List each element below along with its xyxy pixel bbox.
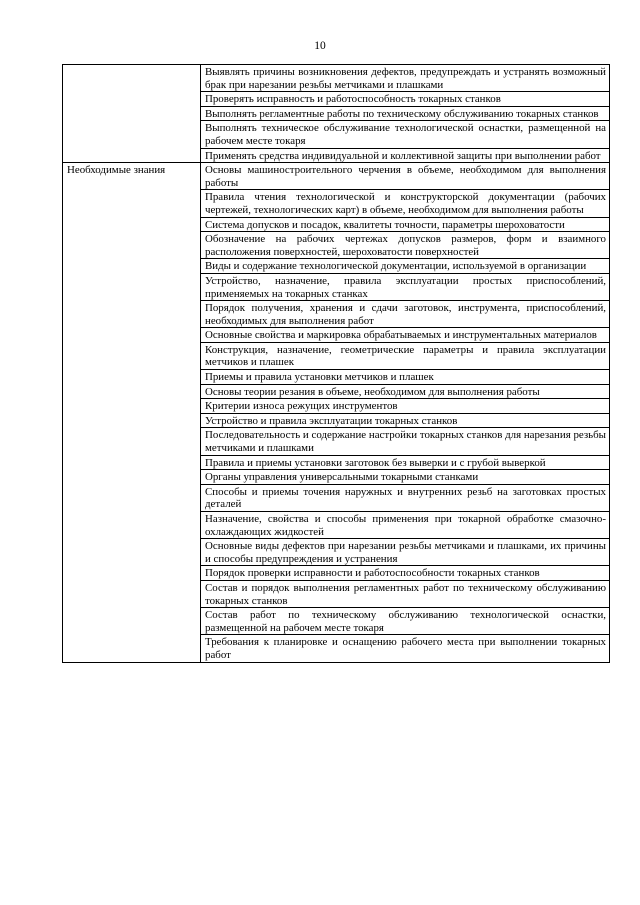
row-text: Приемы и правила установки метчиков и плашек <box>201 370 610 385</box>
row-label <box>63 580 201 607</box>
table-row <box>63 428 610 455</box>
row-label <box>63 232 201 259</box>
row-label <box>63 92 201 107</box>
table-row <box>63 484 610 511</box>
table-row <box>63 413 610 428</box>
table-row <box>63 163 610 190</box>
row-label <box>63 384 201 399</box>
row-text: Требования к планировке и оснащению рабочего места при выполнении токарных работ <box>201 635 610 662</box>
table-row <box>63 512 610 539</box>
row-text: Состав работ по техническому обслуживанию технологической оснастки, размещенной на рабочем месте токаря <box>201 608 610 635</box>
row-label <box>63 106 201 121</box>
row-label <box>63 148 201 163</box>
row-text: Выявлять причины возникновения дефектов, предупреждать и устранять возможный брак при нарезании резьбы метчиками и плашками <box>201 65 610 92</box>
row-text: Конструкция, назначение, геометрические параметры и правила эксплуатации метчиков и плашек <box>201 342 610 369</box>
table-row <box>63 328 610 343</box>
table-row <box>63 399 610 414</box>
table-row <box>63 121 610 148</box>
row-label <box>63 65 201 92</box>
row-label <box>63 370 201 385</box>
row-label <box>63 413 201 428</box>
row-text: Устройство, назначение, правила эксплуатации простых приспособлений, применяемых на токарных станках <box>201 273 610 300</box>
row-text: Проверять исправность и работоспособность токарных станков <box>201 92 610 107</box>
section-label-knowledge: Необходимые знания <box>63 163 201 190</box>
row-text: Выполнять регламентные работы по техническому обслуживанию токарных станков <box>201 106 610 121</box>
row-text: Правила чтения технологической и конструкторской документации (рабочих чертежей, технологических карт) в объеме, необходимом для выполнения работы <box>201 190 610 217</box>
table-row <box>63 580 610 607</box>
row-text: Органы управления универсальными токарными станками <box>201 470 610 485</box>
row-text: Критерии износа режущих инструментов <box>201 399 610 414</box>
row-text: Система допусков и посадок, квалитеты точности, параметры шероховатости <box>201 217 610 232</box>
row-text: Порядок проверки исправности и работоспособности токарных станков <box>201 566 610 581</box>
page-number: 10 <box>314 40 326 52</box>
row-label <box>63 635 201 662</box>
row-text: Основы машиностроительного черчения в объеме, необходимом для выполнения работы <box>201 163 610 190</box>
table-row <box>63 301 610 328</box>
table-row <box>63 273 610 300</box>
row-label <box>63 328 201 343</box>
table-row <box>63 190 610 217</box>
table-row <box>63 92 610 107</box>
row-text: Основные виды дефектов при нарезании резьбы метчиками и плашками, их причины и способы предупреждения и устранения <box>201 539 610 566</box>
table-row <box>63 217 610 232</box>
table-row <box>63 608 610 635</box>
row-text: Основные свойства и маркировка обрабатываемых и инструментальных материалов <box>201 328 610 343</box>
row-text: Выполнять техническое обслуживание технологической оснастки, размещенной на рабочем месте токаря <box>201 121 610 148</box>
table-row <box>63 65 610 92</box>
row-text: Способы и приемы точения наружных и внутренних резьб на заготовках простых деталей <box>201 484 610 511</box>
row-label <box>63 539 201 566</box>
row-label <box>63 259 201 274</box>
table-row <box>63 470 610 485</box>
row-label <box>63 301 201 328</box>
row-label <box>63 455 201 470</box>
row-label <box>63 190 201 217</box>
requirements-table <box>62 64 610 663</box>
row-text: Основы теории резания в объеме, необходимом для выполнения работы <box>201 384 610 399</box>
table-row <box>63 259 610 274</box>
row-text: Применять средства индивидуальной и коллективной защиты при выполнении работ <box>201 148 610 163</box>
table-row <box>63 148 610 163</box>
row-label <box>63 342 201 369</box>
row-text: Назначение, свойства и способы применения при токарной обработке смазочно-охлаждающих жидкостей <box>201 512 610 539</box>
row-label <box>63 273 201 300</box>
row-text: Устройство и правила эксплуатации токарных станков <box>201 413 610 428</box>
table-row <box>63 106 610 121</box>
row-text: Правила и приемы установки заготовок без выверки и с грубой выверкой <box>201 455 610 470</box>
table-row <box>63 635 610 662</box>
row-text: Обозначение на рабочих чертежах допусков размеров, форм и взаимного расположения поверхностей, шероховатости поверхностей <box>201 232 610 259</box>
row-label <box>63 428 201 455</box>
table-row <box>63 232 610 259</box>
row-label <box>63 512 201 539</box>
row-text: Виды и содержание технологической документации, используемой в организации <box>201 259 610 274</box>
table-row <box>63 455 610 470</box>
row-text: Порядок получения, хранения и сдачи заготовок, инструмента, приспособлений, необходимых для выполнения работ <box>201 301 610 328</box>
row-label <box>63 121 201 148</box>
row-label <box>63 566 201 581</box>
row-label <box>63 399 201 414</box>
row-label <box>63 608 201 635</box>
table-row <box>63 342 610 369</box>
row-label <box>63 470 201 485</box>
row-text: Состав и порядок выполнения регламентных работ по техническому обслуживанию токарных станков <box>201 580 610 607</box>
table-row <box>63 539 610 566</box>
table-row <box>63 370 610 385</box>
row-text: Последовательность и содержание настройки токарных станков для нарезания резьбы метчиками и плашками <box>201 428 610 455</box>
row-label <box>63 484 201 511</box>
row-label <box>63 217 201 232</box>
table-row <box>63 566 610 581</box>
table-row <box>63 384 610 399</box>
